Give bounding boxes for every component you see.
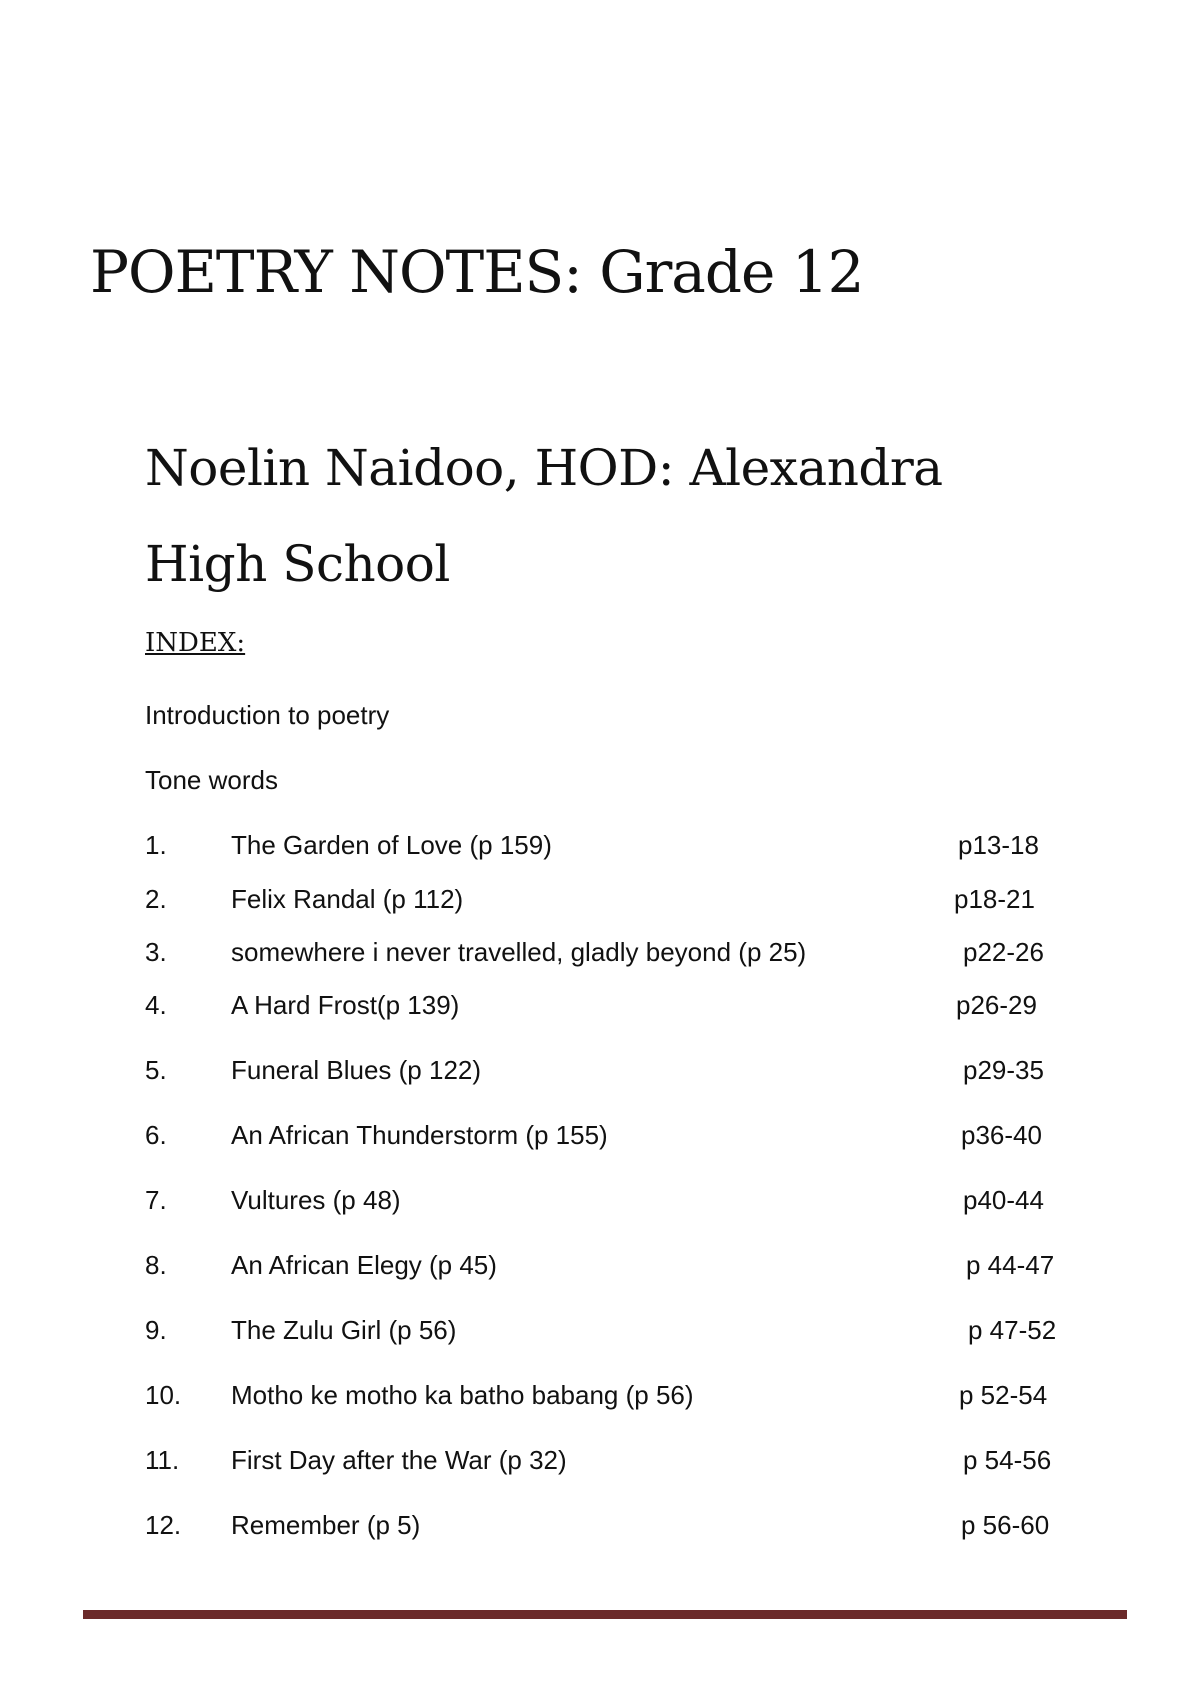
index-row — [0, 1120, 1200, 1160]
author-line-2: High School — [145, 535, 450, 593]
author-line-1: Noelin Naidoo, HOD: Alexandra — [145, 439, 943, 497]
footer-rule — [83, 1610, 1127, 1619]
index-row — [0, 937, 1200, 977]
index-row-pages: p18-21 — [954, 884, 1035, 914]
index-row-poem: Motho ke motho ka batho babang (p 56) — [231, 1380, 694, 1410]
index-row-poem: The Garden of Love (p 159) — [231, 830, 552, 860]
index-row-number: 2. — [145, 884, 167, 914]
index-row-number: 6. — [145, 1120, 167, 1150]
index-row — [0, 1055, 1200, 1095]
index-row — [0, 1185, 1200, 1225]
index-row-number: 12. — [145, 1510, 182, 1540]
index-row-pages: p 52-54 — [959, 1380, 1048, 1410]
index-row — [0, 1315, 1200, 1355]
index-row-poem: somewhere i never travelled, gladly beyond (p 25) — [231, 937, 807, 967]
index-row — [0, 1510, 1200, 1550]
index-row-pages: p40-44 — [963, 1185, 1044, 1215]
index-row-number: 3. — [145, 937, 167, 967]
index-row — [0, 990, 1200, 1030]
index-row-pages: p29-35 — [963, 1055, 1044, 1085]
index-row-poem: A Hard Frost(p 139) — [231, 990, 460, 1020]
index-row-pages: p 44-47 — [966, 1250, 1055, 1280]
index-row — [0, 1250, 1200, 1290]
index-row-poem: Felix Randal (p 112) — [231, 884, 464, 914]
index-row-pages: p 56-60 — [961, 1510, 1050, 1540]
index-row-poem: An African Elegy (p 45) — [231, 1250, 497, 1280]
index-row-poem: Remember (p 5) — [231, 1510, 421, 1540]
index-row — [0, 1445, 1200, 1485]
index-row-number: 10. — [145, 1380, 182, 1410]
index-row-poem: The Zulu Girl (p 56) — [231, 1315, 457, 1345]
index-row-pages: p 47-52 — [968, 1315, 1057, 1345]
index-row-number: 8. — [145, 1250, 167, 1280]
index-row-number: 5. — [145, 1055, 167, 1085]
index-row-number: 7. — [145, 1185, 167, 1215]
index-intro-item: Introduction to poetry — [145, 700, 390, 730]
index-row-poem: An African Thunderstorm (p 155) — [231, 1120, 608, 1150]
index-row-number: 4. — [145, 990, 167, 1020]
index-row-number: 1. — [145, 830, 167, 860]
index-row-pages: p13-18 — [958, 830, 1039, 860]
index-row-poem: Vultures (p 48) — [231, 1185, 401, 1215]
index-heading: INDEX: — [145, 628, 246, 658]
index-row-poem: First Day after the War (p 32) — [231, 1445, 567, 1475]
index-row-poem: Funeral Blues (p 122) — [231, 1055, 482, 1085]
author-heading — [145, 420, 1065, 612]
index-row-number: 11. — [145, 1445, 180, 1475]
index-row-pages: p26-29 — [956, 990, 1037, 1020]
index-row-pages: p 54-56 — [963, 1445, 1052, 1475]
index-tone-item: Tone words — [145, 765, 278, 795]
index-row-pages: p22-26 — [963, 937, 1044, 967]
index-row-number: 9. — [145, 1315, 167, 1345]
document-title: POETRY NOTES: Grade 12 — [90, 238, 864, 306]
index-row — [0, 1380, 1200, 1420]
index-row — [0, 830, 1200, 870]
index-row-pages: p36-40 — [961, 1120, 1042, 1150]
index-row — [0, 884, 1200, 924]
